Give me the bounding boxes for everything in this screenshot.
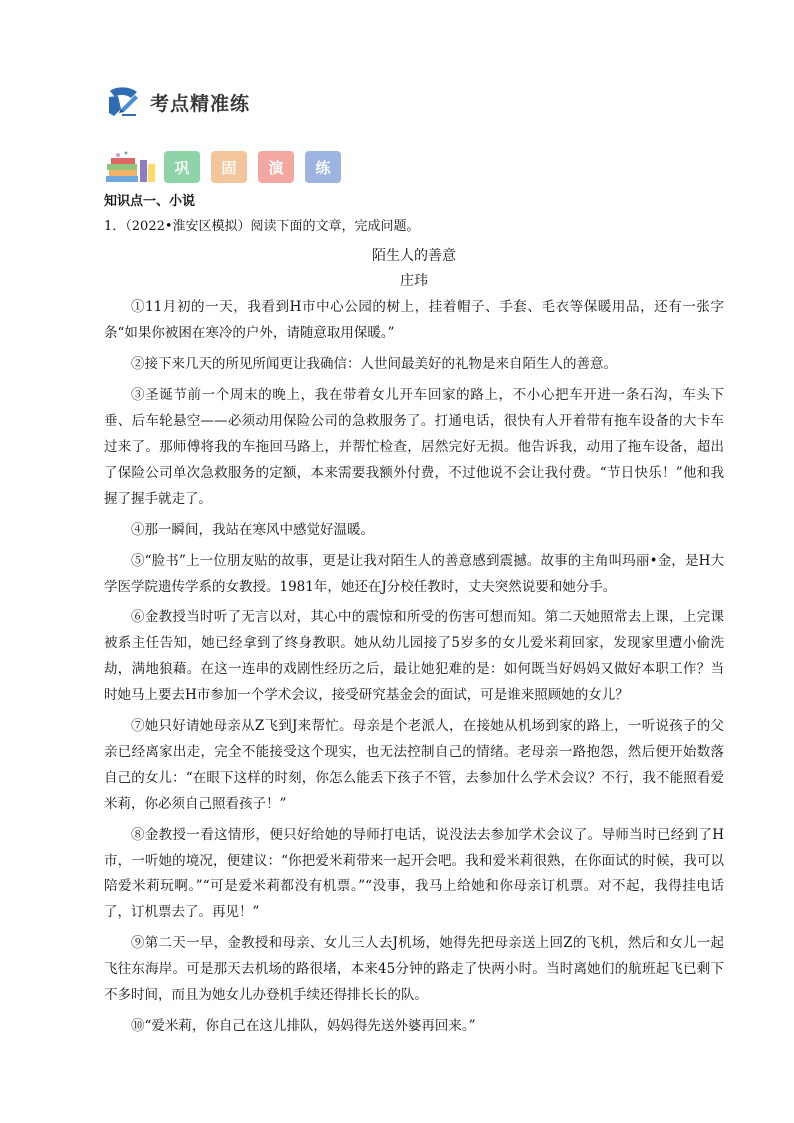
badge-gu [211,151,247,183]
article-paragraph-3: ③圣诞节前一个周末的晚上，我在带着女儿开车回家的路上，不小心把车开进一条石沟，车头下垂、后车轮悬空——必须动用保险公司的急救服务了。打通电话，很快有人开着带有拖车设备的大卡车过来了。那师傅将我的车拖回马路上，并帮忙检查，居然完好无损。他告诉我，动用了拖车设备，超出了保险公司单次急救服务的定额，本来需要我额外付费，不过他说不会让我付费。“节日快乐！”他和我握了握手就走了。 [104,387,724,507]
badge-lian-text: 练 [315,158,331,177]
article-paragraph-7: ⑦她只好请她母亲从Z飞到J来帮忙。母亲是个老派人，在接她从机场到家的路上，一听说孩子的父亲已经离家出走，完全不能接受这个现实，也无法控制自己的情绪。老母亲一路抱怨，然后便开始数落自己的女儿：“在眼下这样的时刻，你怎么能丢下孩子不管，去参加什么学术会议？不行，我不能照看爱米莉，你必须自己照看孩子！” [104,718,724,812]
badge-lian [305,151,341,183]
hand-pen-logo-icon [104,83,142,121]
article-paragraph-5: ⑤“脸书”上一位朋友贴的故事，更是让我对陌生人的善意感到震撼。故事的主角叫玛丽•金，是H大学医学院遗传学系的女教授。1981年，她还在J分校任教时，丈夫突然说要和她分手。 [104,552,724,595]
badge-yan [258,151,294,183]
article-paragraph-2: ②接下来几天的所见所闻更让我确信：人世间最美好的礼物是来自陌生人的善意。 [131,356,617,373]
books-icon [104,150,158,184]
badge-gu-text: 固 [221,158,237,177]
article-paragraph-6: ⑥金教授当时听了无言以对，其心中的震惊和所受的伤害可想而知。第二天她照常去上课，上完课被系主任告知，她已经拿到了终身教职。她从幼儿园接了5岁多的女儿爱米莉回家，发现家里遭小偷洗劫，满地狼藉。在这一连串的戏剧性经历之后，最让她犯难的是：如何既当好妈妈又做好本职工作？当时她马上要去H市参加一个学术会议，接受研究基金会的面试，可是谁来照顾她的女儿？ [104,609,724,704]
badge-yan-text: 演 [268,158,284,177]
article-paragraph-10: ⑩“爱米莉，你自己在这儿排队，妈妈得先送外婆再回来。” [131,1018,476,1035]
article-author: 庄玮 [400,273,428,290]
question-prompt: 1．（2022•淮安区模拟）阅读下面的文章，完成问题。 [104,219,420,235]
section-title: 知识点一、小说 [104,194,196,209]
badge-gong [164,151,200,183]
page-header [104,82,250,122]
article-paragraph-1: ①11月初的一天，我看到H市中心公园的树上，挂着帽子、手套、毛衣等保暖用品，还有一张字条“如果你被困在寒冷的户外，请随意取用保暖。” [104,299,724,342]
article-title: 陌生人的善意 [372,248,456,265]
article-paragraph-8: ⑧金教授一看这情形，便只好给她的导师打电话，说没法去参加学术会议了。导师当时已经到了H市，一听她的境况，便建议：“你把爱米莉带来一起开会吧。我和爱米莉很熟，在你面试的时候，我可以陪爱米莉玩啊。”“可是爱米莉都没有机票。”“没事，我马上给她和你母亲订机票。对不起，我得挂电话了，订机票去了。再见！” [104,826,724,921]
header-title: 考点精准练 [150,92,251,115]
article-paragraph-4: ④那一瞬间，我站在寒风中感觉好温暖。 [131,521,374,538]
practice-banner [104,150,352,184]
document-content [104,190,724,1045]
article-paragraph-9: ⑨第二天一早，金教授和母亲、女儿三人去J机场，她得先把母亲送上回Z的飞机，然后和女儿一起飞往东海岸。可是那天去机场的路很堵，本来45分钟的路走了快两小时。当时离她们的航班起飞已剩下不多时间，而且为她女儿办登机手续还得排长长的队。 [104,935,724,1004]
badge-gong-text: 巩 [174,158,190,177]
